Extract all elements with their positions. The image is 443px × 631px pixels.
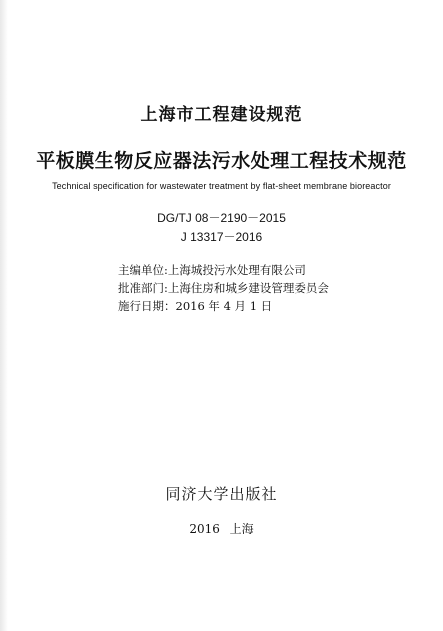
main-title: 平板膜生物反应器法污水处理工程技术规范 <box>36 150 407 172</box>
publication-info: 2016 上海 <box>189 522 254 536</box>
approval-department: 批准部门:上海住房和城乡建设管理委员会 <box>118 281 329 295</box>
effective-date: 施行日期：2016 年 4 月 1 日 <box>118 299 273 313</box>
series-title: 上海市工程建设规范 <box>140 105 303 125</box>
publisher-name: 同济大学出版社 <box>165 485 278 503</box>
editor-unit: 主编单位:上海城投污水处理有限公司 <box>118 263 306 277</box>
english-title: Technical specification for wastewater treatment by flat-sheet membrane bioreactor <box>52 181 391 191</box>
standard-code: DG/TJ 08－2190－2015 <box>157 211 286 225</box>
registration-code: J 13317－2016 <box>180 230 263 244</box>
